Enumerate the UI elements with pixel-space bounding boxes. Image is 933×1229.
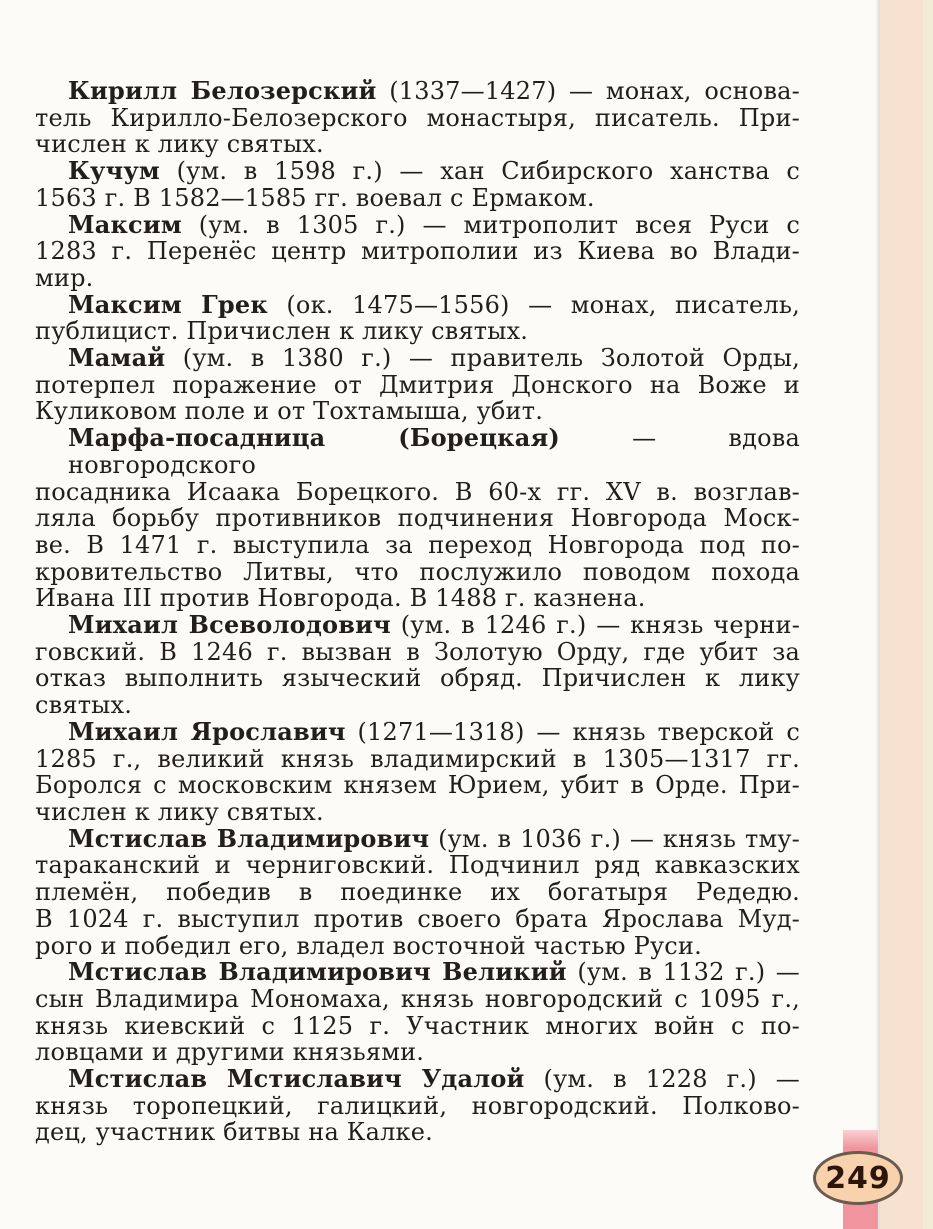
text-line: князь торопецкий, галицкий, новгородский. Полково- (35, 1091, 800, 1120)
text-line (35, 1066, 800, 1093)
text-line: святых. (35, 691, 133, 720)
text-line: числен к лику святых. (35, 797, 324, 826)
text-line: мир. (35, 263, 94, 292)
text-line (35, 612, 800, 639)
glossary-entry (35, 345, 800, 425)
text-line: дец, участник битвы на Калке. (35, 1118, 433, 1147)
text-line: посадника Исаака Борецкого. В 60-х гг. XV в. возглав- (35, 477, 800, 506)
page-edge-inner-band (923, 0, 933, 1229)
text-line (35, 823, 800, 853)
entry-term: Михаил Ярославич (68, 716, 346, 746)
glossary-entry (35, 959, 800, 1066)
entry-text: (ум. в 1132 г.) — (566, 958, 800, 987)
entry-term: Кучум (68, 156, 160, 186)
page-number: 249 (825, 1160, 891, 1196)
text-line: В 1024 г. выступил против своего брата Ярослава Муд- (35, 904, 800, 933)
text-line: числен к лику святых. (35, 130, 324, 159)
text-line: тараканский и черниговский. Подчинил ряд кавказских (35, 851, 800, 880)
entry-term: Мстислав Мстиславич Удалой (68, 1064, 525, 1094)
text-line: говский. В 1246 г. вызван в Золотую Орду, где убит за (35, 637, 800, 666)
entry-text: (1337—1427) — монах, основа- (376, 77, 800, 105)
text-line: ловцами и другими князьями. (35, 1038, 425, 1067)
text-line: 1563 г. В 1582—1585 гг. воевал с Ермаком. (35, 183, 595, 212)
text-line (35, 345, 800, 372)
entry-text: — вдова новгородского (68, 424, 800, 479)
glossary-text (35, 78, 800, 1146)
text-line: тель Кирилло-Белозерского монастыря, писатель. При- (35, 103, 800, 132)
text-line: князь киевский с 1125 г. Участник многих войн с по- (35, 1011, 800, 1040)
glossary-entry (35, 289, 800, 346)
text-line: потерпел поражение от Дмитрия Донского на Воже и (35, 370, 800, 399)
glossary-entry (35, 823, 800, 960)
text-line: кровительство Литвы, что послужило поводом похода (35, 557, 800, 586)
entry-text: (ум. в 1246 г.) — князь черни- (390, 611, 801, 640)
text-line: сын Владимира Мономаха, князь новгородский с 1095 г., (35, 984, 800, 1013)
text-line: рого и победил его, владел восточной частью Руси. (35, 931, 702, 960)
text-line (35, 78, 800, 105)
text-line (35, 289, 800, 319)
page-number-badge (813, 1151, 903, 1205)
glossary-entry (35, 716, 800, 826)
text-line: Ивана III против Новгорода. В 1488 г. казнена. (35, 584, 646, 613)
text-line (35, 425, 800, 478)
entry-term: Марфа-посадница (Борецкая) (68, 423, 560, 453)
entry-term: Михаил Всеволодович (68, 610, 391, 640)
entry-term: Максим (68, 209, 182, 239)
entry-term: Мстислав Владимирович (68, 823, 430, 853)
glossary-entry (35, 209, 800, 292)
entry-term: Мстислав Владимирович Великий (68, 957, 567, 987)
glossary-entry (35, 612, 800, 719)
text-line (35, 158, 800, 185)
text-line (35, 209, 800, 239)
entry-text: (ум. в 1380 г.) — правитель Золотой Орды, (165, 344, 800, 373)
entry-text: (ум. в 1598 г.) — хан Сибирского ханства с (159, 157, 800, 186)
entry-term: Мамай (68, 343, 166, 373)
page-edge-stripe (880, 0, 933, 1229)
entry-term: Кирилл Белозерский (68, 76, 377, 105)
text-line: ляла борьбу противников подчинения Новгорода Моск- (35, 504, 800, 533)
text-line: 1285 г., великий князь владимирский в 1305—1317 гг. (35, 744, 800, 773)
glossary-entry (35, 425, 800, 612)
text-line: Куликовом поле и от Тохтамыша, убит. (35, 397, 544, 426)
glossary-entry (35, 78, 800, 158)
text-line: племён, победив в поединке их богатыря Редедю. (35, 878, 800, 907)
glossary-entry (35, 1066, 800, 1146)
text-line: отказ выполнить языческий обряд. Причислен к лику (35, 664, 800, 693)
entry-text: (ок. 1475—1556) — монах, писатель, (267, 290, 800, 319)
text-line (35, 716, 800, 746)
entry-term: Максим Грек (68, 289, 268, 319)
text-line: ве. В 1471 г. выступила за переход Новгорода под по- (35, 530, 800, 559)
glossary-entry (35, 158, 800, 211)
entry-text: (1271—1318) — князь тверской с (345, 717, 800, 746)
text-line: 1283 г. Перенёс центр митрополии из Киева во Влади- (35, 237, 800, 266)
text-line: Боролся с московским князем Юрием, убит в Орде. При- (35, 771, 800, 800)
text-line: публицист. Причислен к лику святых. (35, 317, 529, 346)
entry-text: (ум. в 1228 г.) — (524, 1065, 800, 1094)
text-line (35, 959, 800, 986)
entry-text: (ум. в 1036 г.) — князь тму- (429, 824, 800, 853)
entry-text: (ум. в 1305 г.) — митрополит всея Руси с (181, 210, 800, 239)
